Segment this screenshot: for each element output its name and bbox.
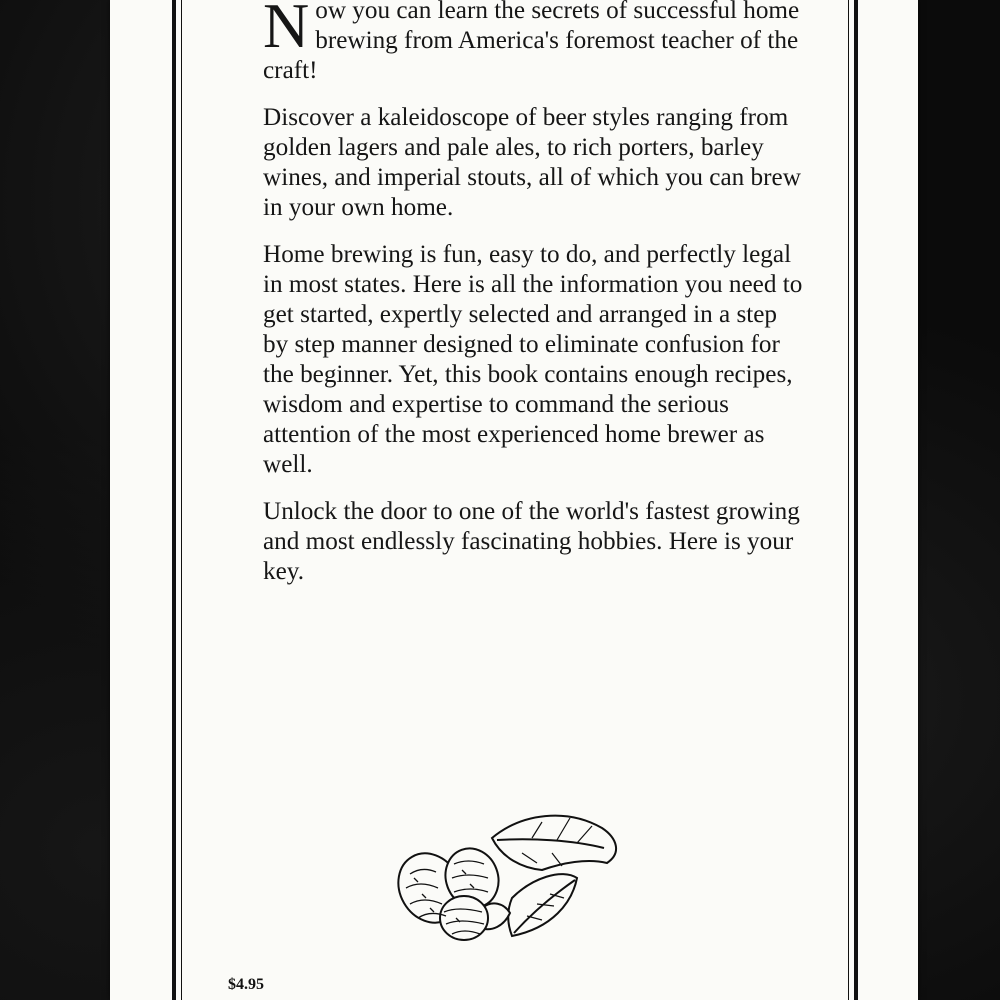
blurb-paragraph-2: Discover a kaleidoscope of beer styles ranging from golden lagers and pale ales, to rich porters, barley wines, and imperial stouts, all of which you can brew in your own home.	[263, 104, 801, 221]
blurb-paragraph-1	[263, 0, 803, 86]
blurb-paragraph-4: Unlock the door to one of the world's fastest growing and most endlessly fascinating hobbies. Here is your key.	[263, 498, 800, 585]
blurb-paragraph-3: Home brewing is fun, easy to do, and perfectly legal in most states. Here is all the information you need to get started, expertly selected and arranged in a step by step manner designed to eliminate confusion for the beginner. Yet, this book contains enough recipes, wisdom and expertise to command the serious attention of the most experienced home brewer as well.	[263, 241, 803, 478]
cover-blurb	[263, 0, 803, 604]
price-label: $4.95	[228, 976, 264, 993]
hops-and-leaves-engraving-icon	[392, 808, 624, 944]
blurb-paragraph-1-text: ow you can learn the secrets of successful home brewing from America's foremost teacher of the craft!	[263, 0, 800, 84]
drop-cap: N	[263, 0, 310, 61]
